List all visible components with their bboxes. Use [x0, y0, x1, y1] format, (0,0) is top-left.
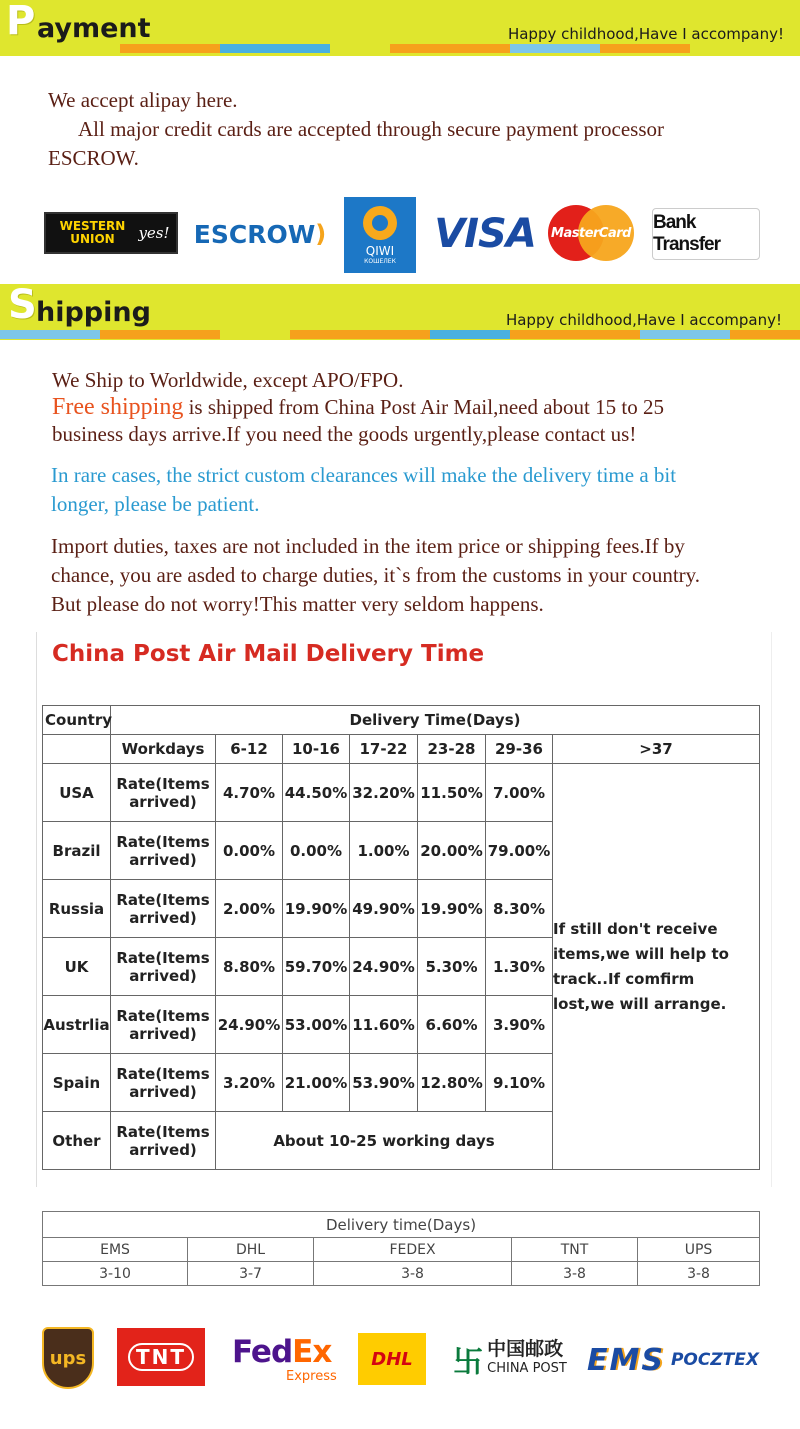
- rate-cell: 0.00%: [216, 822, 283, 880]
- payment-line-escrow: ESCROW.: [48, 146, 139, 170]
- rate-label: Rate(Items arrived): [111, 880, 216, 938]
- rate-cell: 6.60%: [418, 996, 486, 1054]
- range-cell: 23-28: [418, 735, 486, 764]
- carrier-name: UPS: [638, 1238, 760, 1262]
- free-shipping-line2: business days arrive.If you need the goods urgently,please contact us!: [52, 422, 637, 446]
- tnt-logo: TNT: [117, 1328, 205, 1386]
- rate-cell: 9.10%: [486, 1054, 553, 1112]
- rate-label: Rate(Items arrived): [111, 822, 216, 880]
- other-days: About 10-25 working days: [216, 1112, 553, 1170]
- shipping-banner-initial: S: [8, 282, 37, 328]
- country-cell: Brazil: [43, 822, 111, 880]
- range-cell: 10-16: [283, 735, 350, 764]
- rate-cell: 8.30%: [486, 880, 553, 938]
- carrier-days: 3-7: [188, 1262, 314, 1286]
- duties-line2: chance, you are asded to charge duties, it`s from the customs in your country.: [51, 563, 701, 587]
- workdays-label: Workdays: [111, 735, 216, 764]
- visa-logo: VISA: [434, 211, 536, 257]
- country-cell: Spain: [43, 1054, 111, 1112]
- range-cell: 29-36: [486, 735, 553, 764]
- rate-cell: 21.00%: [283, 1054, 350, 1112]
- carrier-name: TNT: [512, 1238, 638, 1262]
- ups-logo: ups: [42, 1327, 94, 1389]
- rate-cell: 20.00%: [418, 822, 486, 880]
- dhl-logo: DHL: [358, 1333, 426, 1385]
- rate-cell: 59.70%: [283, 938, 350, 996]
- qiwi-logo: QIWI КОШЕЛЕК: [344, 197, 416, 273]
- ship-worldwide: We Ship to Worldwide, except APO/FPO.: [52, 368, 404, 392]
- rate-cell: 44.50%: [283, 764, 350, 822]
- range-cell: 17-22: [350, 735, 418, 764]
- country-cell: Russia: [43, 880, 111, 938]
- rate-cell: 3.20%: [216, 1054, 283, 1112]
- rare-cases-paragraph: [51, 461, 676, 519]
- escrow-logo: ESCROW ): [193, 219, 327, 249]
- rate-cell: 1.00%: [350, 822, 418, 880]
- rate-cell: 19.90%: [418, 880, 486, 938]
- rate-cell: 7.00%: [486, 764, 553, 822]
- rate-label: Rate(Items arrived): [111, 1054, 216, 1112]
- ems-logo: EMS POCZTEX: [587, 1342, 759, 1378]
- payment-tagline: Happy childhood,Have I accompany!: [507, 25, 784, 43]
- rate-label: Rate(Items arrived): [111, 938, 216, 996]
- duties-line3: But please do not worry!This matter very seldom happens.: [51, 592, 544, 616]
- rate-cell: 24.90%: [216, 996, 283, 1054]
- rate-cell: 49.90%: [350, 880, 418, 938]
- carrier-days: 3-8: [638, 1262, 760, 1286]
- range-cell: 6-12: [216, 735, 283, 764]
- payment-line-alipay: We accept alipay here.: [48, 88, 238, 112]
- rate-cell: 1.30%: [486, 938, 553, 996]
- carrier-table: [42, 1211, 760, 1286]
- carrier-table-title: Delivery time(Days): [43, 1212, 760, 1238]
- country-header-spacer: [43, 735, 111, 764]
- payment-stripe: [0, 44, 800, 53]
- free-shipping-label: Free shipping: [52, 394, 184, 420]
- table-row: [43, 764, 760, 822]
- china-post-icon: 卐: [453, 1345, 484, 1380]
- rate-cell: 11.50%: [418, 764, 486, 822]
- mastercard-logo: MasterCard: [548, 205, 634, 261]
- rate-cell: 5.30%: [418, 938, 486, 996]
- delivery-table-title: China Post Air Mail Delivery Time: [52, 641, 485, 667]
- delivery-header: Delivery Time(Days): [111, 706, 760, 735]
- rate-cell: 24.90%: [350, 938, 418, 996]
- duties-paragraph: [51, 532, 700, 619]
- free-shipping-paragraph: [52, 394, 664, 448]
- bank-transfer-logo: Bank Transfer: [652, 208, 760, 260]
- rare-cases-line1: In rare cases, the strict custom clearances will make the delivery time a bit: [51, 463, 677, 487]
- rate-cell: 53.00%: [283, 996, 350, 1054]
- rate-cell: 3.90%: [486, 996, 553, 1054]
- country-cell: USA: [43, 764, 111, 822]
- country-header: Country: [43, 706, 111, 735]
- payment-line-cards: All major credit cards are accepted through secure payment processor: [78, 117, 664, 141]
- carrier-name: EMS: [43, 1238, 188, 1262]
- payment-text: [48, 86, 664, 173]
- rate-cell: 79.00%: [486, 822, 553, 880]
- shipping-stripe: [0, 330, 800, 339]
- carrier-name: DHL: [188, 1238, 314, 1262]
- carrier-days: 3-8: [314, 1262, 512, 1286]
- rate-cell: 8.80%: [216, 938, 283, 996]
- range-cell: >37: [553, 735, 760, 764]
- china-post-logo: 卐 中国邮政 CHINA POST: [453, 1338, 567, 1380]
- carrier-days: 3-8: [512, 1262, 638, 1286]
- rate-cell: 2.00%: [216, 880, 283, 938]
- carrier-name: FEDEX: [314, 1238, 512, 1262]
- rate-label: Rate(Items arrived): [111, 1112, 216, 1170]
- shipping-tagline: Happy childhood,Have I accompany!: [505, 311, 782, 329]
- western-union-logo: WESTERN UNION yes!: [44, 212, 178, 254]
- rate-cell: 53.90%: [350, 1054, 418, 1112]
- payment-banner-title: ayment: [37, 13, 151, 44]
- rate-label: Rate(Items arrived): [111, 764, 216, 822]
- carrier-days: 3-10: [43, 1262, 188, 1286]
- duties-line1: Import duties, taxes are not included in the item price or shipping fees.If by: [51, 534, 685, 558]
- free-shipping-text: is shipped from China Post Air Mail,need about 15 to 25: [183, 395, 664, 419]
- rate-cell: 0.00%: [283, 822, 350, 880]
- fedex-logo: FedEx Express: [232, 1333, 337, 1384]
- rate-cell: 11.60%: [350, 996, 418, 1054]
- country-cell: Other: [43, 1112, 111, 1170]
- delivery-note: If still don't receive items,we will help to track..If comfirm lost,we will arrange.: [553, 764, 760, 1170]
- rare-cases-line2: longer, please be patient.: [51, 492, 260, 516]
- rate-cell: 4.70%: [216, 764, 283, 822]
- country-cell: Austrlia: [43, 996, 111, 1054]
- payment-banner-initial: P: [6, 0, 36, 44]
- delivery-table: [42, 705, 760, 1170]
- rate-cell: 12.80%: [418, 1054, 486, 1112]
- rate-cell: 32.20%: [350, 764, 418, 822]
- rate-cell: 19.90%: [283, 880, 350, 938]
- country-cell: UK: [43, 938, 111, 996]
- rate-label: Rate(Items arrived): [111, 996, 216, 1054]
- shipping-banner-title: hipping: [36, 297, 151, 328]
